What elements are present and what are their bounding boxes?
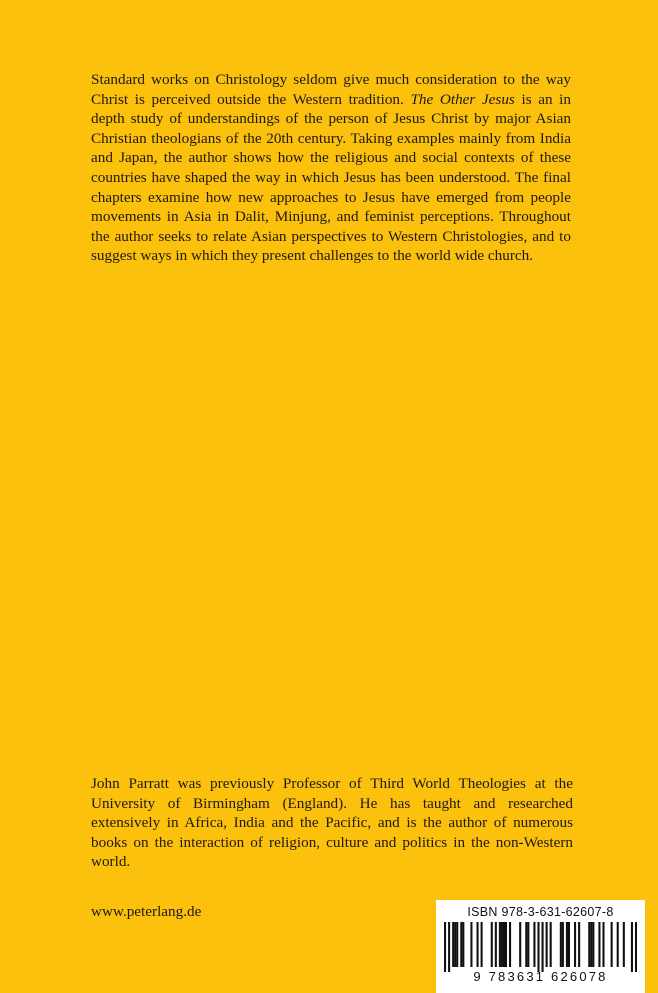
barcode-bar xyxy=(460,922,462,967)
barcode-bar xyxy=(631,922,633,972)
barcode-bar xyxy=(588,922,590,967)
barcode-bar xyxy=(602,922,604,967)
book-description xyxy=(91,70,571,266)
barcode-bar xyxy=(550,922,552,967)
barcode-bar xyxy=(578,922,580,967)
barcode-digits: 9 783631 626078 xyxy=(473,969,608,984)
barcode-bar xyxy=(562,922,564,967)
barcode-bar xyxy=(592,922,594,967)
barcode-bar xyxy=(568,922,570,967)
barcode-bar xyxy=(560,922,562,967)
barcode-bar xyxy=(590,922,592,967)
barcode-bar xyxy=(598,922,600,967)
barcode-bar xyxy=(454,922,456,967)
author-bio: John Parratt was previously Professor of Third World Theologies at the University of Birmingham (England). He has taught and researched extensively in Africa, India and the Pacific, and is the author of numerous books on the interaction of religion, culture and politics in the non-Western world. xyxy=(91,775,573,871)
barcode-bar xyxy=(623,922,625,967)
barcode-bar xyxy=(462,922,464,967)
barcode-bar xyxy=(509,922,511,967)
barcode-bar xyxy=(527,922,529,967)
barcode-bar xyxy=(566,922,568,967)
book-title-italic: The Other Jesus xyxy=(410,90,515,108)
isbn-barcode xyxy=(436,900,645,993)
barcode-bar xyxy=(635,922,637,972)
barcode-bar xyxy=(495,922,497,967)
barcode-bar xyxy=(501,922,503,967)
barcode-bar xyxy=(542,922,544,972)
barcode-bar xyxy=(537,922,539,972)
barcode-bar xyxy=(470,922,472,967)
barcode-bar xyxy=(611,922,613,967)
description-part-1: Standard works on Christology seldom give much consideration to the way Christ is perceived outside the Western tradition. xyxy=(91,71,571,108)
barcode-bar xyxy=(448,922,450,972)
barcode-bar xyxy=(505,922,507,967)
barcode-bar xyxy=(617,922,619,967)
barcode-bars xyxy=(444,922,637,972)
barcode-bar xyxy=(533,922,535,967)
barcode-bar xyxy=(546,922,548,967)
barcode-bar xyxy=(456,922,458,967)
barcode-bar xyxy=(503,922,505,967)
barcode-bar xyxy=(574,922,576,967)
barcode-bar xyxy=(519,922,521,967)
barcode-bar xyxy=(444,922,446,972)
publisher-website: www.peterlang.de xyxy=(91,903,202,920)
barcode-bar xyxy=(481,922,483,967)
isbn-label: ISBN 978-3-631-62607-8 xyxy=(467,905,614,919)
barcode-bar xyxy=(477,922,479,967)
description-part-2: is an in depth study of understandings of the person of Jesus Christ by major Asian Christian theologians of the 20th century. Taking examples mainly from India and Japan, the author shows how the religious and social contexts of these countries have shaped the way in which Jesus has been understood. The final chapters examine how new approaches to Jesus have emerged from people movements in Asia in Dalit, Minjung, and feminist perceptions. Throughout the author seeks to relate Asian perspectives to Western Christologies, and to suggest ways in which they present challenges to the world wide church. xyxy=(91,90,572,265)
barcode-bar xyxy=(525,922,527,967)
barcode-bar xyxy=(452,922,454,967)
barcode-bar xyxy=(499,922,501,967)
barcode-bar xyxy=(491,922,493,967)
